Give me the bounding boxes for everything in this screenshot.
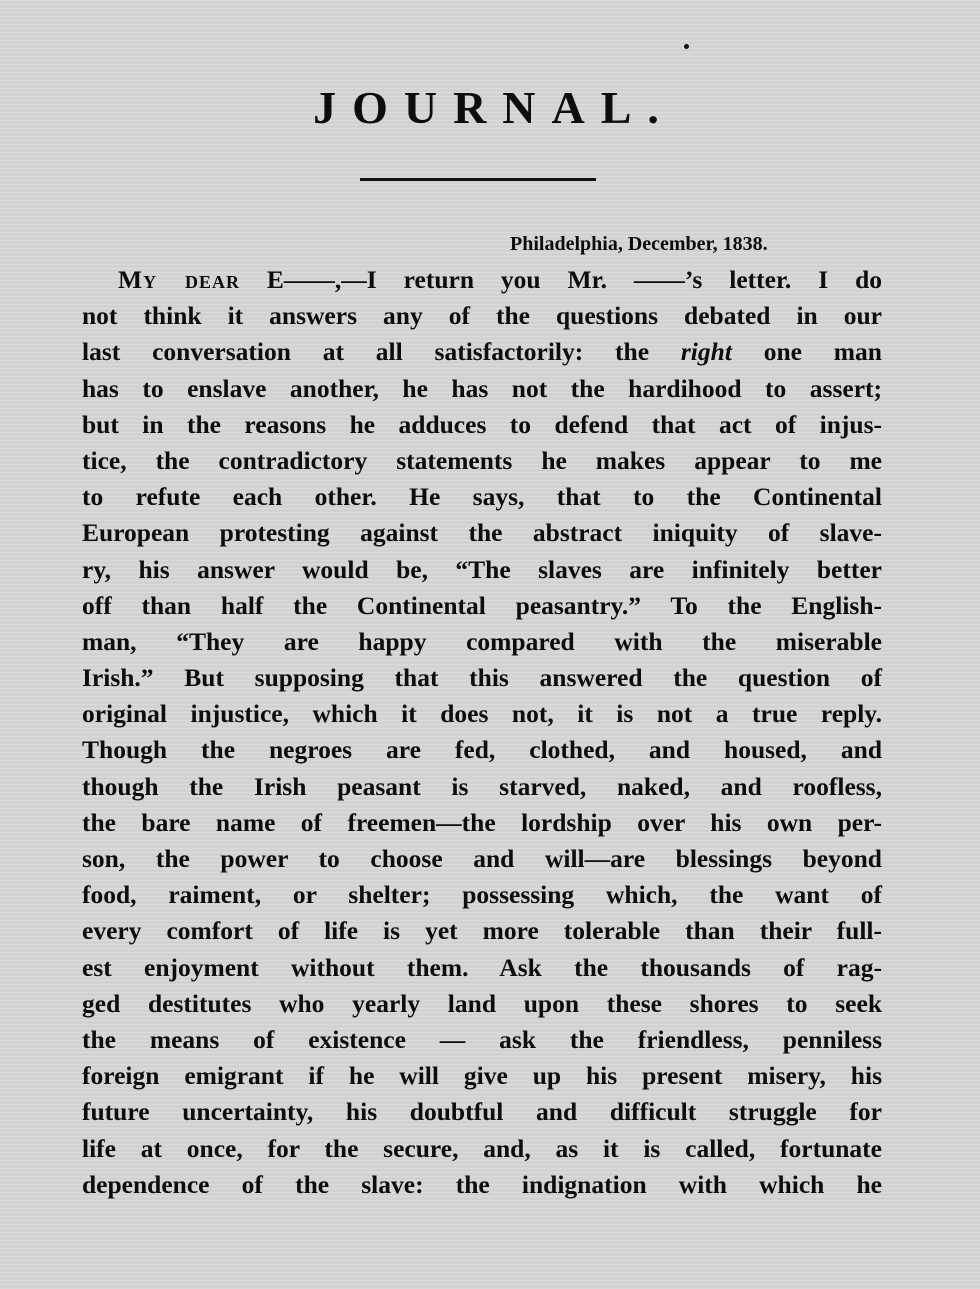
- line-3-tail: one man: [763, 337, 882, 367]
- salutation: My dear: [118, 265, 240, 294]
- text-line-16: the bare name of freemen—the lordship over his own per-: [82, 807, 882, 837]
- ink-speck: [684, 44, 689, 49]
- text-line-7: to refute each other. He says, that to the Continental: [82, 482, 882, 512]
- emphasis-word: right: [680, 337, 732, 367]
- text-line-4: has to enslave another, he has not the hardihood to assert;: [82, 373, 882, 403]
- text-line-11: man, “They are happy compared with the miserable: [82, 626, 882, 656]
- letter-body: [82, 262, 882, 1203]
- page-title: JOURNAL.: [313, 82, 675, 133]
- text-line-25: life at once, for the secure, and, as it is called, fortunate: [82, 1133, 882, 1163]
- text-line-26: dependence of the slave: the indignation with which he: [82, 1169, 882, 1199]
- title-rule: [360, 178, 596, 181]
- text-line-17: son, the power to choose and will—are blessings beyond: [82, 844, 882, 873]
- text-line-8: European protesting against the abstract iniquity of slave-: [82, 518, 882, 548]
- text-line-9: ry, his answer would be, “The slaves are infinitely better: [82, 554, 882, 584]
- text-line-6: tice, the contradictory statements he makes appear to me: [82, 445, 882, 475]
- text-line-19: every comfort of life is yet more tolerable than their full-: [82, 916, 882, 946]
- text-line-5: but in the reasons he adduces to defend that act of injus-: [82, 409, 882, 439]
- text-line-1: [82, 262, 882, 298]
- text-line-13: original injustice, which it does not, it is not a true reply.: [82, 699, 882, 729]
- dateline: Philadelphia, December, 1838.: [510, 233, 768, 255]
- line-3-text: last conversation at all satisfactorily: the: [82, 337, 650, 367]
- text-line-23: foreign emigrant if he will give up his present misery, his: [82, 1061, 882, 1091]
- text-line-21: ged destitutes who yearly land upon these shores to seek: [82, 988, 882, 1018]
- text-line-22: the means of existence — ask the friendless, penniless: [82, 1024, 882, 1054]
- text-line-15: though the Irish peasant is starved, naked, and roofless,: [82, 771, 882, 801]
- text-line-10: off than half the Continental peasantry.” To the English-: [82, 590, 882, 620]
- line-1-text: E——,—I return you Mr. ——’s letter. I do: [266, 265, 883, 294]
- text-line-12: Irish.” But supposing that this answered the question of: [82, 663, 882, 693]
- text-line-3: [82, 334, 882, 370]
- text-line-2: not think it answers any of the questions debated in our: [82, 301, 882, 331]
- text-line-20: est enjoyment without them. Ask the thousands of rag-: [82, 952, 882, 982]
- text-line-18: food, raiment, or shelter; possessing which, the want of: [82, 880, 882, 910]
- text-line-14: Though the negroes are fed, clothed, and housed, and: [82, 735, 882, 765]
- text-line-24: future uncertainty, his doubtful and difficult struggle for: [82, 1097, 882, 1127]
